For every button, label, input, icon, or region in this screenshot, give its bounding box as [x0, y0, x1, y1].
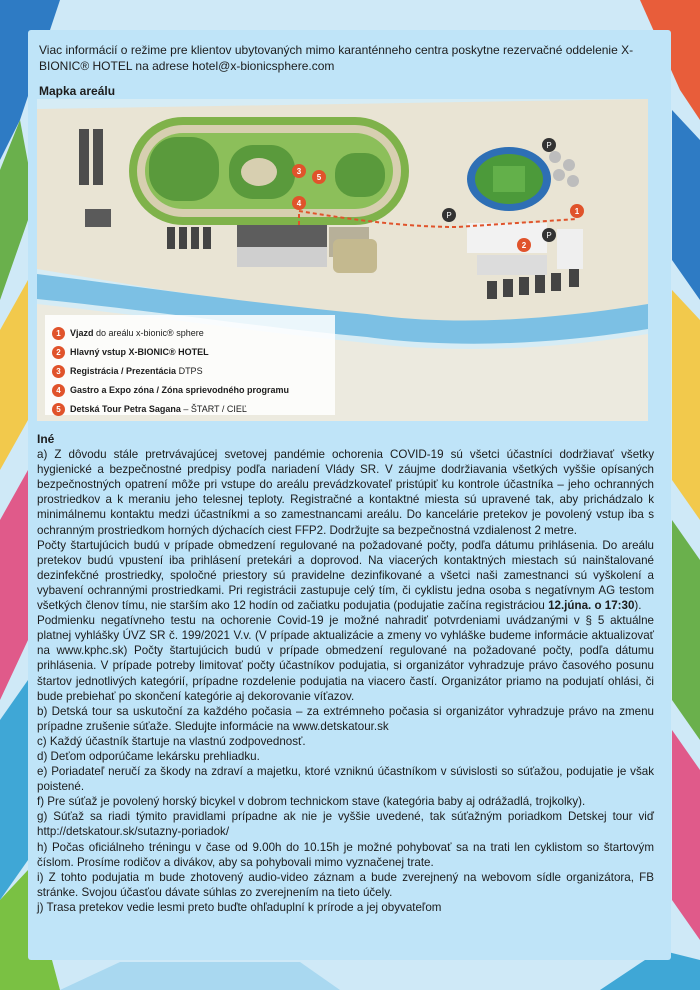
map-legend — [52, 324, 352, 419]
legend-label-bold: Vjazd — [70, 328, 94, 338]
map-parking-label: P — [546, 141, 552, 150]
legend-item — [52, 343, 352, 362]
legend-item — [52, 362, 352, 381]
legend-item — [52, 324, 352, 343]
paragraph-counts-end: ). — [634, 599, 642, 613]
legend-label: – ŠTART / CIEĽ — [180, 404, 247, 414]
legend-label-bold: Detská Tour Petra Sagana — [70, 404, 181, 414]
paragraph-h: h) Počas oficiálneho tréningu v čase od 9.00h do 10.15h je možné pohybovať sa na trati len cyklistom so štartovým číslom. Prosíme rodičov a divákov, aby sa pohybovali mimo vyznačenej trate. — [37, 840, 654, 869]
map-marker-1: 1 — [574, 207, 580, 216]
paragraph-c: c) Každý účastník štartuje na vlastnú zodpovednosť. — [37, 734, 306, 748]
intro-text: Viac informácií o režime pre klientov ubytovaných mimo karanténneho centra poskytne rezervačné oddelenie X-BIONIC® HOTEL na adrese hotel@x-bionicsphere.com — [39, 43, 634, 73]
paragraph-g: g) Súťaž sa riadi týmito pravidlami prípadne ak nie je vyššie uvedené, tak súťažným poriadkom Detskej tour viď http://detskatour.sk/sutazny-poriadok/ — [37, 810, 654, 839]
legend-number: 3 — [52, 365, 65, 378]
legend-label-bold: Gastro a Expo zóna / Zóna sprievodného programu — [70, 385, 290, 395]
legend-item — [52, 381, 352, 400]
legend-label: do areálu x-bionic® sphere — [93, 328, 204, 338]
map-title: Mapka areálu — [39, 84, 116, 98]
map-marker-3: 3 — [296, 167, 302, 176]
paragraph-f: f) Pre súťaž je povolený horský bicykel v dobrom technickom stave (kategória baby aj odrážadlá, trojkolky). — [37, 795, 586, 809]
legend-number: 1 — [52, 327, 65, 340]
legend-label-bold: Registrácia / Prezentácia — [70, 366, 177, 376]
rules-section — [37, 432, 654, 915]
paragraph-a: a) Z dôvodu stále pretrvávajúcej svetovej pandémie ochorenia COVID-19 sú všetci účastníci dodržiavať všetky hygienické a bezpečnostné predpisy podľa nariadení Vlády SR. V záujme dodržiavania všetkých vyššie opísaných bezpečnostných opatrení môže pri vstupe do areálu prevádzkovateľ pristúpiť ku kontrole účastníka – jeho ochranných prostriedkov a k meraniu jeho telesnej teploty. Registračné a kontaktné miesta sú upravené tak, aby prichádzalo k minimálnemu kontaktu medzi účastníkmi a so zamestnancami areálu. Do kancelárie pretekov je povolený vstup iba s ochranným prostriedkom horných dýchacích ciest FFP2. Dodržujte sa bezpečnostná vzdialenost 2 metre. — [37, 448, 654, 537]
legend-number: 4 — [52, 384, 65, 397]
paragraph-i: i) Z tohto podujatia m bude zhotovený audio-video záznam a bude zverejnený na webovom sídle organizátora, FB stránke. Svojou účasťou dávate súhlas zo zverejnením na tieto účely. — [37, 870, 654, 899]
paragraph-j: j) Trasa pretekov vedie lesmi preto buďte ohľaduplní k prírode a jej obyvateľom — [37, 900, 442, 914]
map-marker-5: 5 — [316, 173, 322, 182]
paragraph-b: b) Detská tour sa uskutoční za každého počasia – za extrémneho počasia si organizátor vyhradzuje právo na zmenu prípadne zrušenie súťaže. Sledujte informácie na www.detskatour.sk — [37, 704, 654, 733]
paragraph-counts — [37, 538, 654, 613]
map-marker-4: 4 — [296, 199, 302, 208]
legend-label-bold: Hlavný vstup X-BIONIC® HOTEL — [70, 347, 209, 357]
map-marker-2: 2 — [521, 241, 527, 250]
paragraph-e: e) Poriadateľ neručí za škody na zdraví a majetku, ktoré vzniknú účastníkom v súvislosti so súťažou, podujatie je však poistené. — [37, 765, 654, 794]
paragraph-test: Podmienku negatívneho testu na ochorenie Covid-19 je možné nahradiť potvrdeniami uvádzanými v § 5 aktuálne platnej vyhlášky ÚVZ SR č. 199/2021 V.v. (V prípade aktualizácie a zmeny vo vyhláške budeme informácie aktualizovať na www.kphc.sk) Počty štartujúcich budú v prípade obmedzení regulované na požadované počty, podľa dátumu prihlásenia. V prípade potreby limitovať počty účastníkov podujatia, si organizátor vyhradzuje právo časového posunu štartov jednotlivých kategórií, prípadne rozdelenie podujatia na viacero častí. Organizátor priamo na podujatí ohlási, či bude prebiehať po skončení kategórie aj dekorovanie víťazov. — [37, 614, 654, 703]
section-heading: Iné — [37, 432, 55, 446]
map-parking-label: P — [446, 211, 452, 220]
paragraph-d: d) Deťom odporúčame lekársku prehliadku. — [37, 749, 260, 763]
registration-time: 12.júna. o 17:30 — [548, 599, 635, 613]
map-parking-label: P — [546, 231, 552, 240]
paragraph-counts-text: Počty štartujúcich budú v prípade obmedzení regulované na požadované počty, podľa dátumu prihlásenia. Do areálu pretekov budú vpustení iba prihlásení pretekári a doprovod. Na viacerých kontaktných miestach sú nainštalované dezinfekčné prostriedky, spoločné priestory sú pravidelne dezinfikované a všetci naši zamestnanci sú vyškolení a vybavení ochrannými prostriedkami. Pri registrácii zastupuje celý tím, či cyklistu jedna osoba s negatívnym AG testom všetkých členov tímu, nie starším ako 12 hodín od začiatku podujatia (podujatie začína registráciou — [37, 538, 654, 613]
legend-item — [52, 400, 352, 419]
legend-number: 2 — [52, 346, 65, 359]
legend-number: 5 — [52, 403, 65, 416]
legend-label: DTPS — [176, 366, 203, 376]
